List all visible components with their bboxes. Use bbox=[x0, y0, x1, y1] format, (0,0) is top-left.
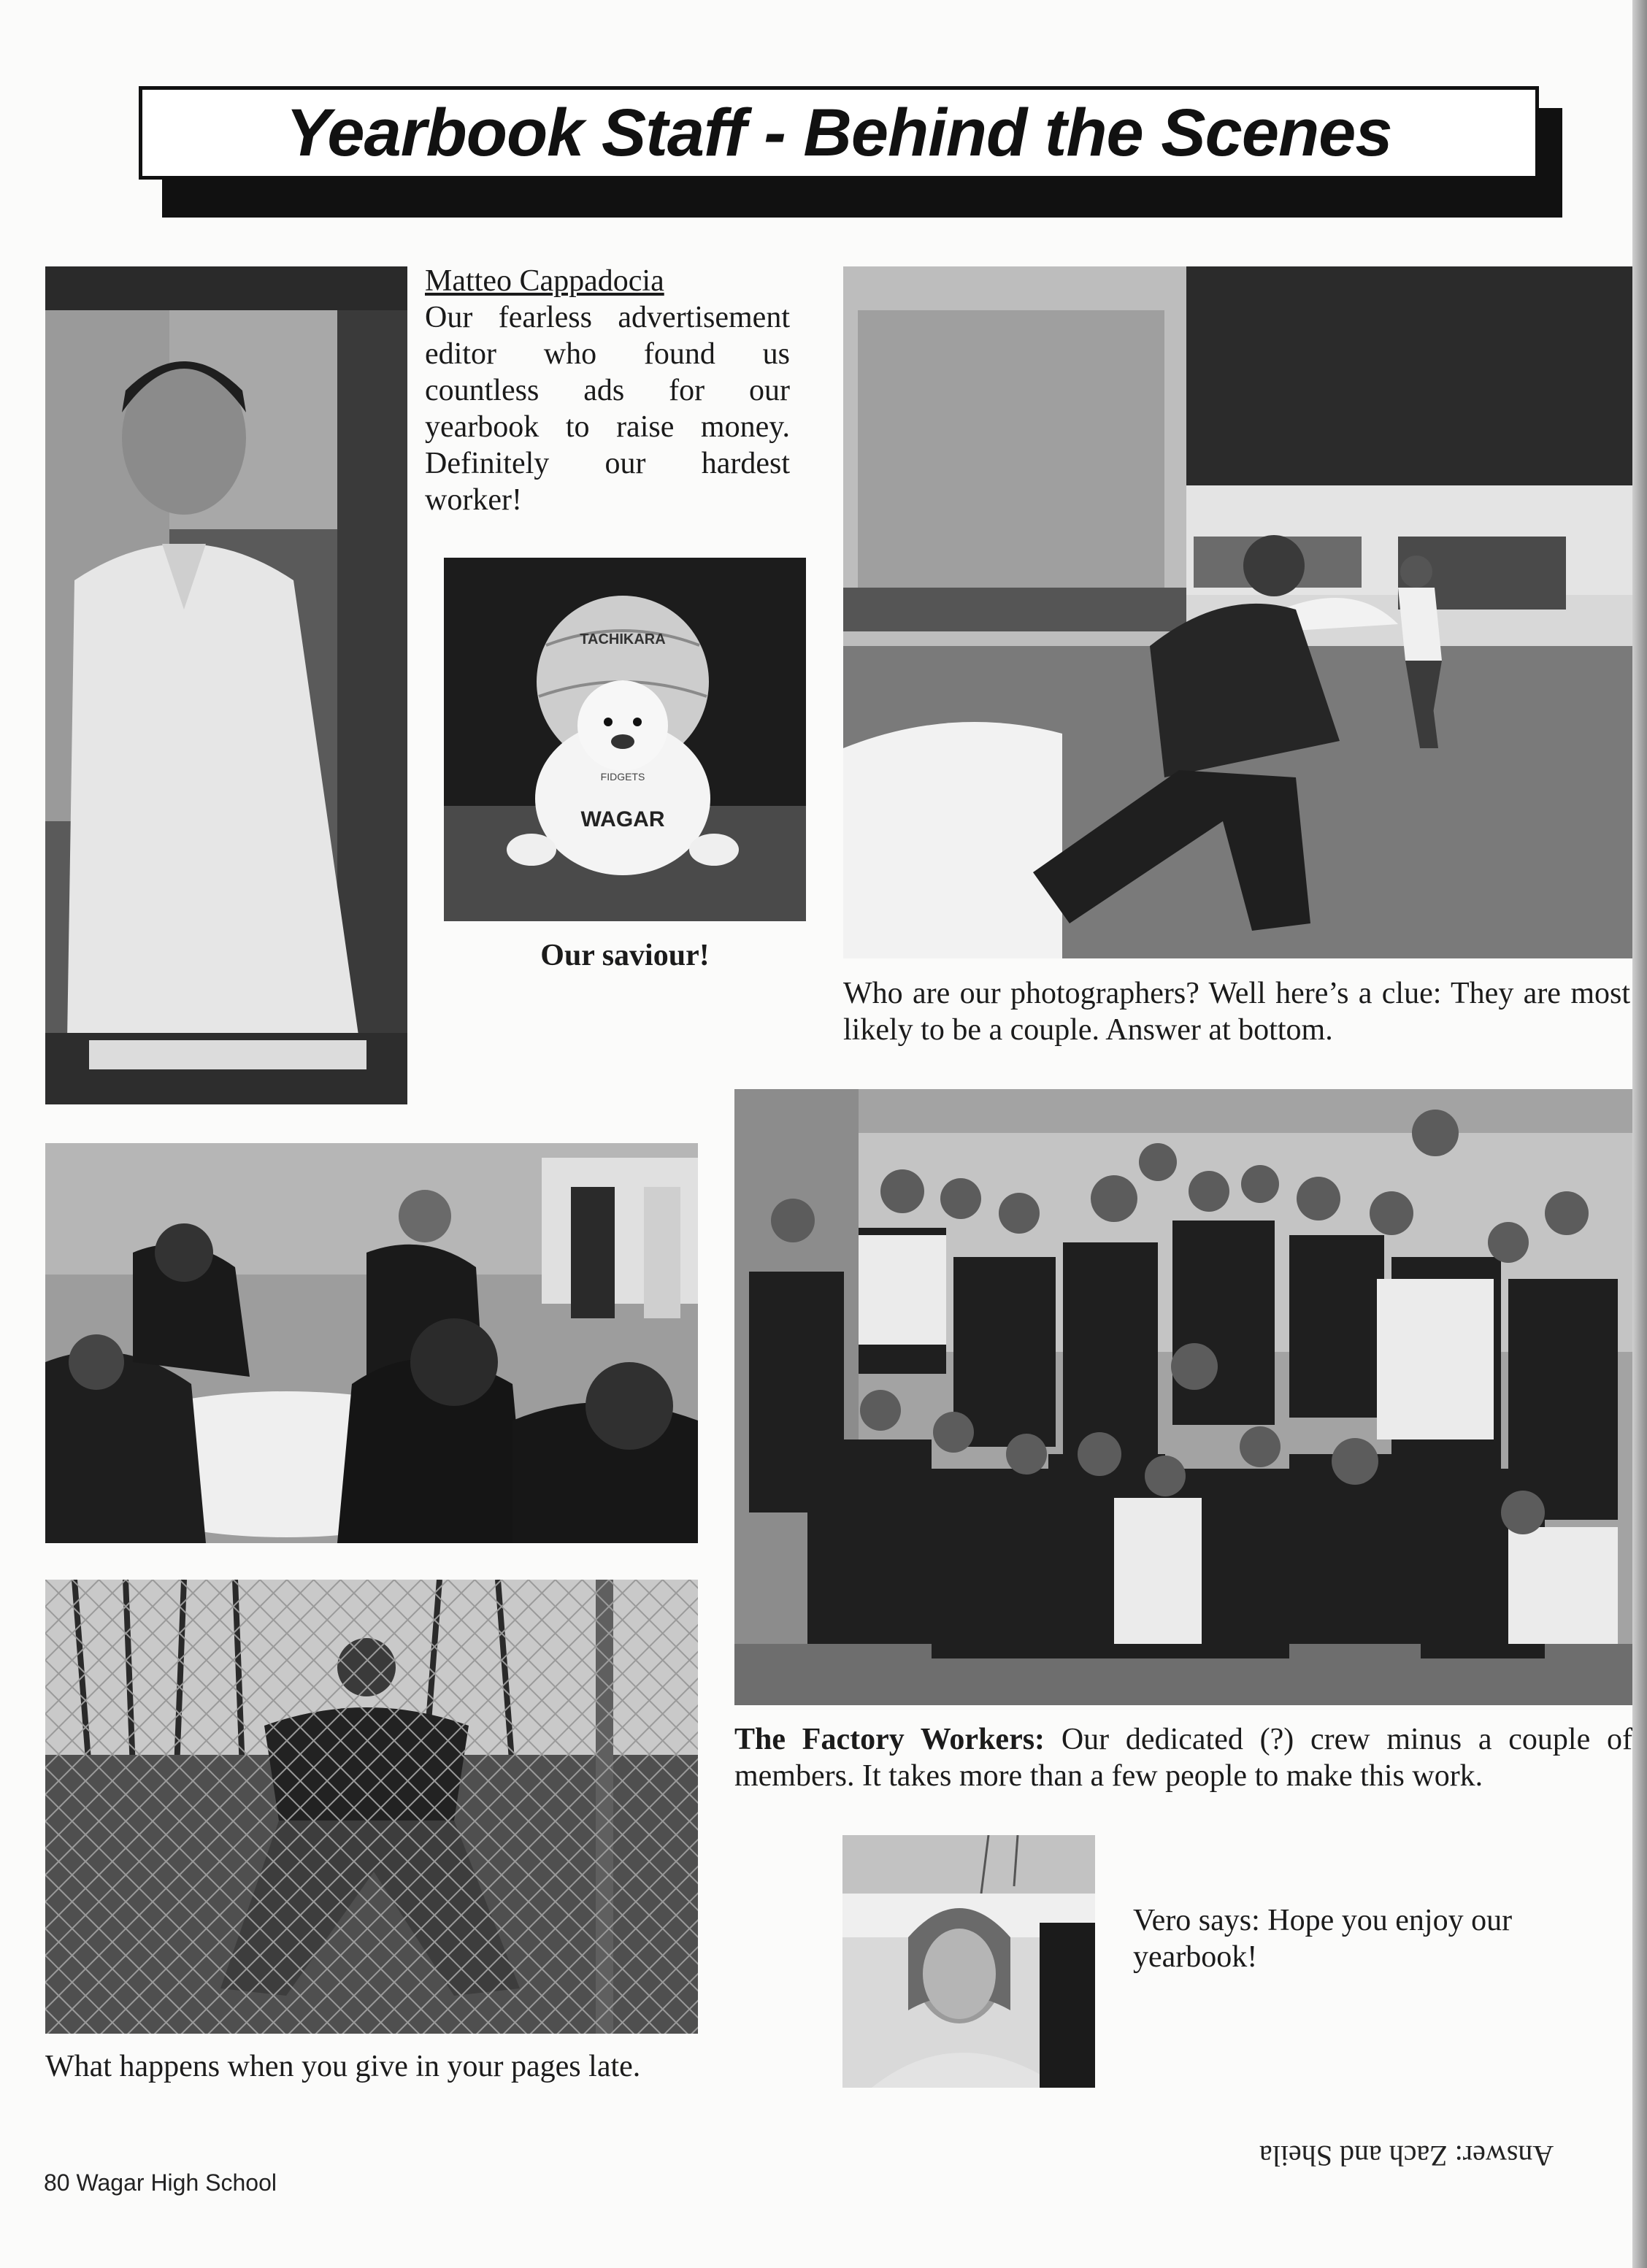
title-banner bbox=[139, 86, 1539, 180]
shirt-big-label: WAGAR bbox=[580, 807, 665, 831]
shirt-small-label: FIDGETS bbox=[600, 771, 645, 783]
vero-caption-text: Vero says: Hope you enjoy our yearbook! bbox=[1133, 1904, 1513, 1974]
vero-photo bbox=[842, 1835, 1095, 2088]
factory-workers-group-photo bbox=[734, 1089, 1632, 1705]
work-session-photo bbox=[45, 1143, 698, 1543]
photographers-photo bbox=[843, 266, 1632, 958]
ball-brand-label: TACHIKARA bbox=[580, 631, 666, 647]
photographers-caption bbox=[843, 975, 1630, 1048]
page-title: Yearbook Staff - Behind the Scenes bbox=[285, 95, 1392, 170]
saviour-caption bbox=[444, 937, 806, 974]
fence-photo bbox=[45, 1580, 698, 2034]
factory-workers-caption bbox=[734, 1721, 1632, 1794]
page-footer: 80 Wagar High School bbox=[44, 2169, 277, 2196]
photographers-caption-text: Who are our photographers? Well here’s a clue: They are most likely to be a couple. Answer at bottom. bbox=[843, 977, 1630, 1047]
factory-workers-text: Our dedicated (?) crew minus a couple of members. It takes more than a few people to make this work. bbox=[734, 1723, 1632, 1793]
mascot-volleyball-photo bbox=[444, 558, 806, 921]
upside-down-answer: Answer: Zach and Sheila bbox=[1259, 2140, 1554, 2172]
vero-caption bbox=[1133, 1902, 1600, 1975]
matteo-bio bbox=[425, 263, 790, 518]
late-pages-caption bbox=[45, 2048, 698, 2085]
page-binding-edge bbox=[1632, 0, 1647, 2268]
late-pages-caption-text: What happens when you give in your pages late. bbox=[45, 2050, 641, 2083]
matteo-portrait-photo bbox=[45, 266, 407, 1104]
factory-workers-lead: The Factory Workers: bbox=[734, 1723, 1045, 1756]
bio-text: Our fearless advertisement editor who found us countless ads for our yearbook to raise money. Definitely our hardest worker! bbox=[425, 301, 790, 517]
bio-name: Matteo Cappadocia bbox=[425, 264, 664, 298]
saviour-caption-text: Our saviour! bbox=[540, 939, 710, 972]
